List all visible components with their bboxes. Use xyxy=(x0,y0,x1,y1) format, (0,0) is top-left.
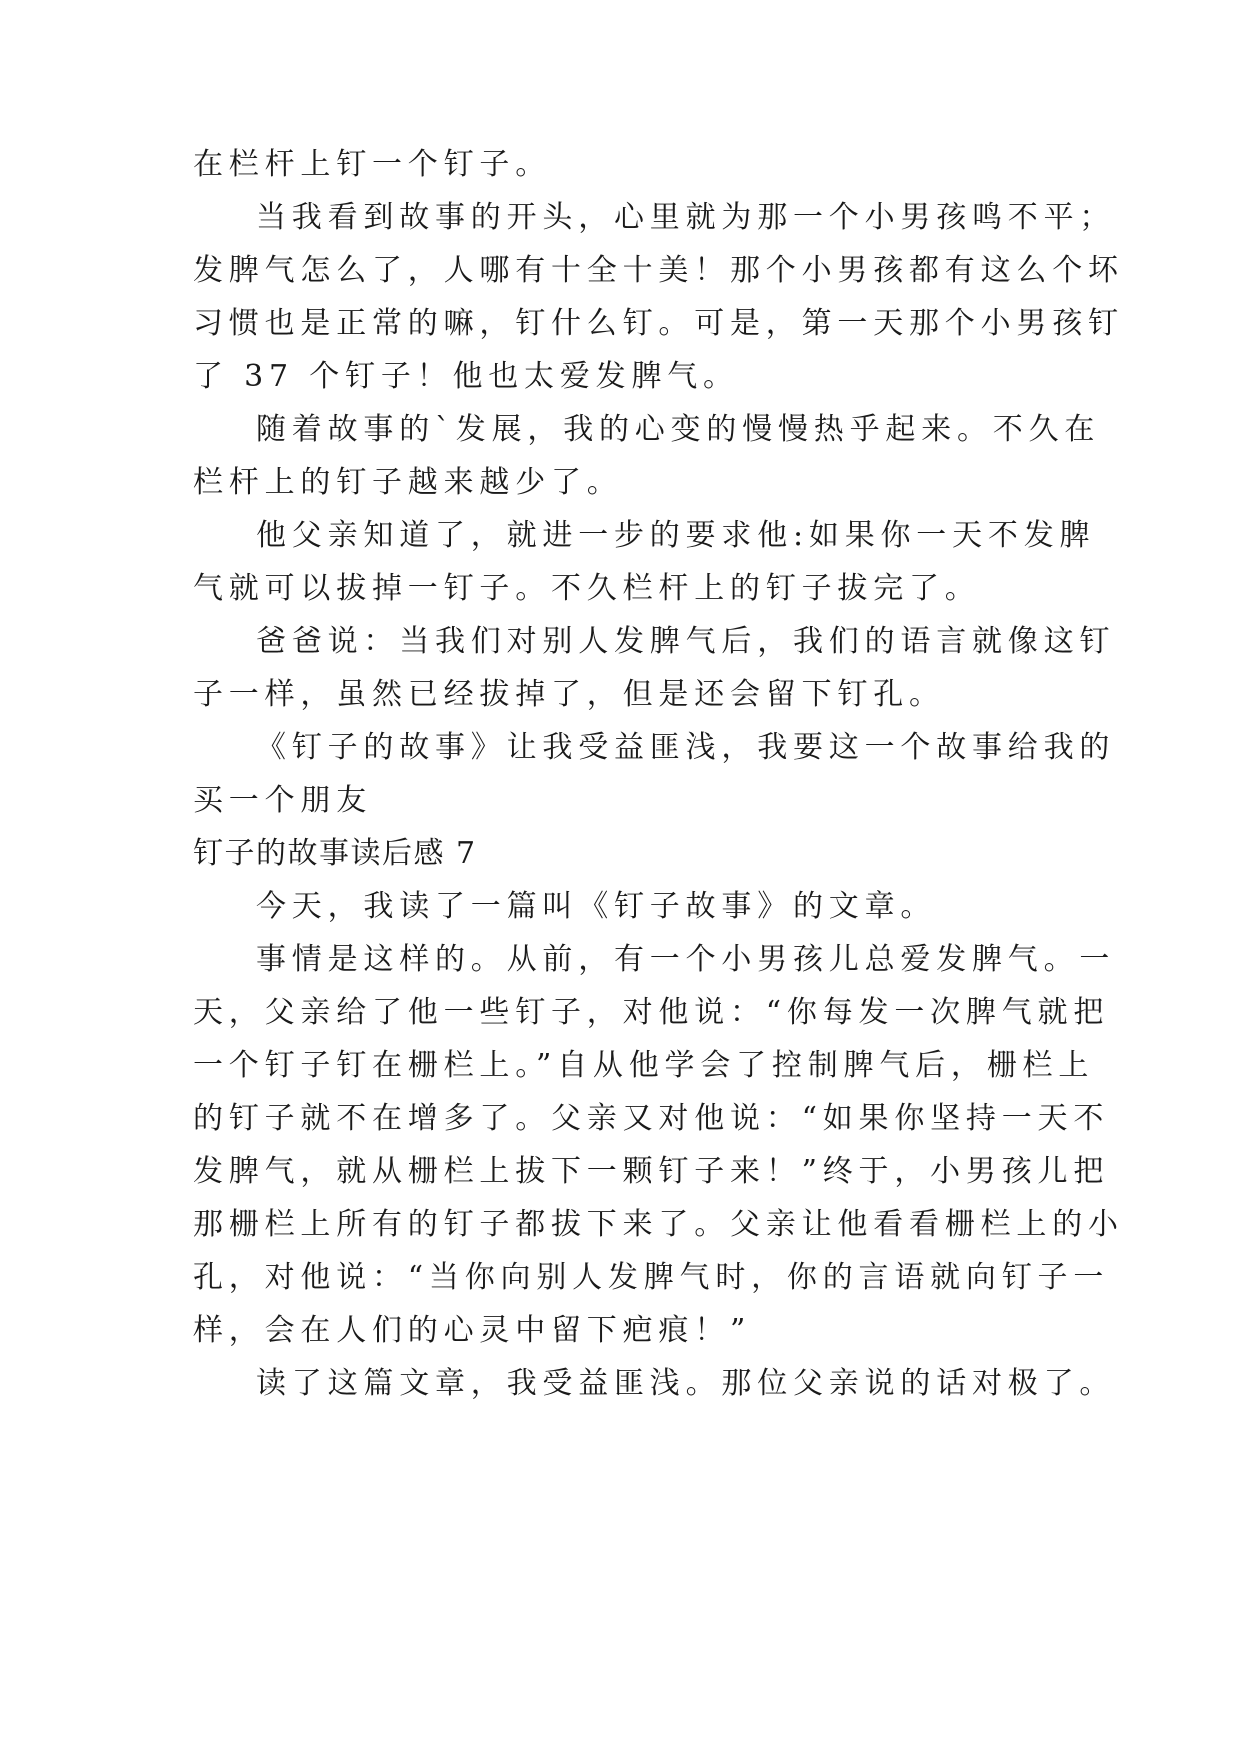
text-line: 了 37 个钉子！他也太爱发脾气。 xyxy=(193,359,739,394)
paragraph-start: 事情是这样的。从前，有一个小男孩儿总爱发脾气。一 xyxy=(256,942,1116,977)
text-line: 那栅栏上所有的钉子都拔下来了。父亲让他看看栅栏上的小 xyxy=(193,1207,1124,1242)
paragraph-start: 爸爸说：当我们对别人发脾气后，我们的语言就像这钉 xyxy=(256,624,1116,659)
text-line: 子一样，虽然已经拔掉了，但是还会留下钉孔。 xyxy=(193,677,945,712)
paragraph-start: 他父亲知道了，就进一步的要求他:如果你一天不发脾 xyxy=(256,518,1096,553)
paragraph-start: 读了这篇文章，我受益匪浅。那位父亲说的话对极了。 xyxy=(256,1366,1116,1401)
text-line: 习惯也是正常的嘛，钉什么钉。可是，第一天那个小男孩钉 xyxy=(193,306,1124,341)
paragraph-start: 随着故事的`发展，我的心变的慢慢热乎起来。不久在 xyxy=(256,412,1101,447)
text-line: 的钉子就不在增多了。父亲又对他说：“如果你坚持一天不 xyxy=(193,1101,1110,1136)
text-line: 在栏杆上钉一个钉子。 xyxy=(193,147,551,182)
text-line: 孔，对他说：“当你向别人发脾气时，你的言语就向钉子一 xyxy=(193,1260,1110,1295)
paragraph-start: 当我看到故事的开头，心里就为那一个小男孩鸣不平； xyxy=(256,200,1116,235)
text-line: 买一个朋友 xyxy=(193,783,372,818)
text-line: 天，父亲给了他一些钉子，对他说：“你每发一次脾气就把 xyxy=(193,995,1110,1030)
text-line: 一个钉子钉在栅栏上。”自从他学会了控制脾气后，栅栏上 xyxy=(193,1048,1095,1083)
text-line: 发脾气怎么了，人哪有十全十美！那个小男孩都有这么个坏 xyxy=(193,253,1124,288)
text-line: 样，会在人们的心灵中留下疤痕！” xyxy=(193,1313,752,1348)
text-line: 发脾气，就从栅栏上拔下一颗钉子来！”终于，小男孩儿把 xyxy=(193,1154,1110,1189)
paragraph-start: 今天，我读了一篇叫《钉子故事》的文章。 xyxy=(256,889,937,924)
section-heading: 钉子的故事读后感 7 xyxy=(193,836,477,871)
paragraph-start: 《钉子的故事》让我受益匪浅，我要这一个故事给我的 xyxy=(256,730,1116,765)
text-line: 气就可以拔掉一钉子。不久栏杆上的钉子拔完了。 xyxy=(193,571,981,606)
text-line: 栏杆上的钉子越来越少了。 xyxy=(193,465,623,500)
